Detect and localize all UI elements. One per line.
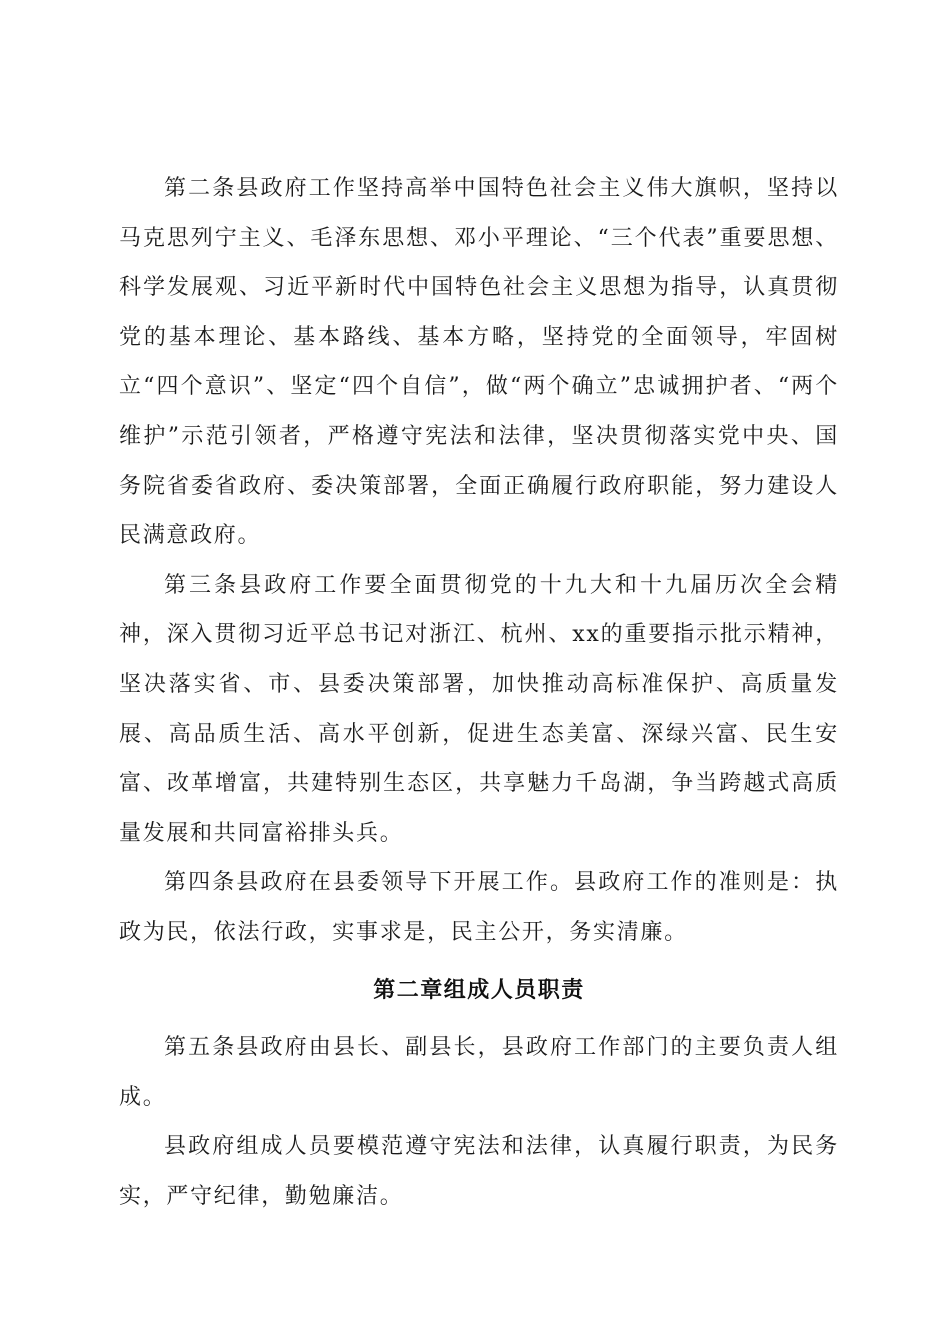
article-3-paragraph: 第三条县政府工作要全面贯彻党的十九大和十九届历次全会精神，深入贯彻习近平总书记对浙江、杭州、xx的重要指示批示精神，坚决落实省、市、县委决策部署，加快推动高标准保护、高质量发展、高品质生活、高水平创新，促进生态美富、深绿兴富、民生安富、改革增富，共建特别生态区，共享魅力千岛湖，争当跨越式高质量发展和共同富裕排头兵。 (119, 572, 839, 846)
article-2-paragraph: 第二条县政府工作坚持高举中国特色社会主义伟大旗帜，坚持以马克思列宁主义、毛泽东思想、邓小平理论、“三个代表”重要思想、科学发展观、习近平新时代中国特色社会主义思想为指导，认真贯彻党的基本理论、基本路线、基本方略，坚持党的全面领导，牢固树立“四个意识”、坚定“四个自信”，做“两个确立”忠诚拥护者、“两个维护”示范引领者，严格遵守宪法和法律，坚决贯彻落实党中央、国务院省委省政府、委决策部署，全面正确履行政府职能，努力建设人民满意政府。 (119, 176, 839, 549)
article-4-paragraph: 第四条县政府在县委领导下开展工作。县政府工作的准则是：执政为民，依法行政，实事求是，民主公开，务实清廉。 (119, 870, 839, 945)
document-body (119, 164, 839, 1221)
chapter-heading: 第二章组成人员职责 (373, 977, 585, 1003)
members-duty-paragraph: 县政府组成人员要模范遵守宪法和法律，认真履行职责，为民务实，严守纪律，勤勉廉洁。 (119, 1134, 839, 1209)
article-5-paragraph: 第五条县政府由县长、副县长，县政府工作部门的主要负责人组成。 (119, 1035, 839, 1110)
